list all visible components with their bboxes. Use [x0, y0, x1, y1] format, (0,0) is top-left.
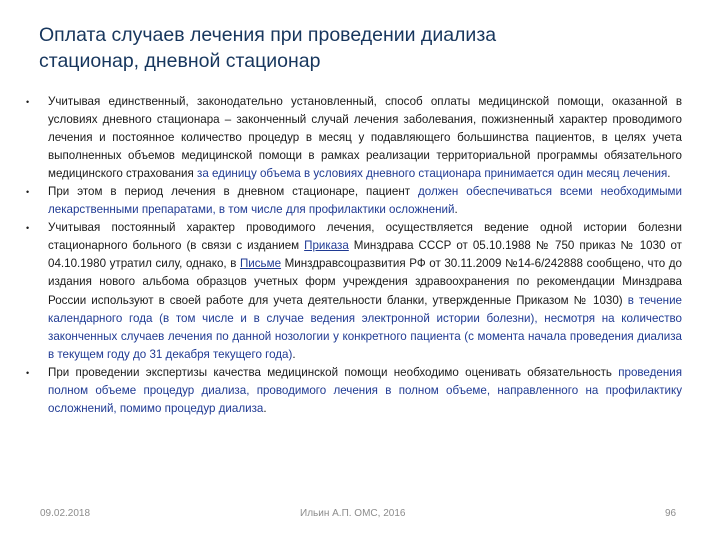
bullet-item-medical-history	[26, 219, 682, 363]
bullet-item-expertise	[26, 364, 682, 418]
bullet-text-end: .	[263, 401, 267, 415]
footer-page-number: 96	[665, 508, 677, 519]
bullet-text-mid-2: Минздравсоцразвития РФ от 30.11.2009 №14-6/242888 сообщено, что до издания нового альбома образцов учетных форм учреждения здравоохранения по рекомендации Минздрава России используют в своей работе для учета деятельности бланки, утвержденные Приказом № 1030)	[48, 257, 682, 307]
footer-author: Ильин А.П. ОМС, 2016	[300, 508, 406, 519]
bullet-icon: •	[26, 223, 30, 234]
bullet-text-end: .	[292, 347, 296, 361]
bullet-text-mid: Минздрава СССР от 05.10.1988 № 750 приказ № 1030 от 04.10.1980 утратил силу, однако, в	[48, 239, 682, 271]
bullet-text: Учитывая постоянный характер проводимого лечения, осуществляется ведение одной истории болезни стационарного больного (в связи с изданием	[48, 221, 682, 253]
bullet-highlight: в течение календарного года (в том числе и в случае ведения электронной истории болезни), несмотря на количество законченных случаев лечения по данной нозологии у конкретного пациента (с момента начала проведения диализа в текущем году до 31 декабря текущего года)	[48, 293, 682, 361]
bullet-icon: •	[26, 367, 30, 378]
bullet-highlight: должен обеспечиваться всеми необходимыми лекарственными препаратами, в том числе для профилактики осложнений	[48, 185, 683, 217]
bullet-icon: •	[26, 97, 30, 107]
bullet-item-medicines	[26, 183, 682, 219]
title-line-2: стационар, дневной стационар	[39, 50, 321, 72]
bullet-text: При этом в период лечения в дневном стационаре, пациент	[48, 185, 418, 199]
slide-title	[39, 22, 679, 74]
title-line-1: Оплата случаев лечения при проведении диализа	[39, 24, 497, 46]
bullet-text-end: .	[667, 167, 671, 181]
order-link[interactable]: Приказа	[304, 239, 349, 253]
footer-date: 09.02.2018	[40, 508, 91, 519]
bullet-text: При проведении экспертизы качества медицинской помощи необходимо оценивать обязательность	[48, 365, 619, 379]
bullet-item-payment-unit	[26, 93, 682, 183]
letter-link[interactable]: Письме	[239, 257, 282, 271]
bullet-text-end: .	[454, 203, 458, 217]
bullet-icon: •	[26, 187, 30, 198]
bullet-list	[26, 93, 682, 418]
bullet-highlight: проведения полном объеме процедур диализа, проводимого лечения в полном объеме, направленного на профилактику осложнений, помимо процедур диализа	[48, 365, 682, 415]
bullet-text: Учитывая единственный, законодательно установленный, способ оплаты медицинской помощи, оказанной в условиях дневного стационара – законченный случай лечения заболевания, пожизненный характер проводимого лечения и постоянное количество процедур в месяц у подавляющего большинства пациентов, в целях учета выполненных объемов медицинской помощи в рамках реализации территориальной программы обязательного медицинского страхования	[48, 95, 682, 181]
bullet-highlight: за единицу объема в условиях дневного стационара принимается один месяц лечения	[197, 167, 668, 181]
